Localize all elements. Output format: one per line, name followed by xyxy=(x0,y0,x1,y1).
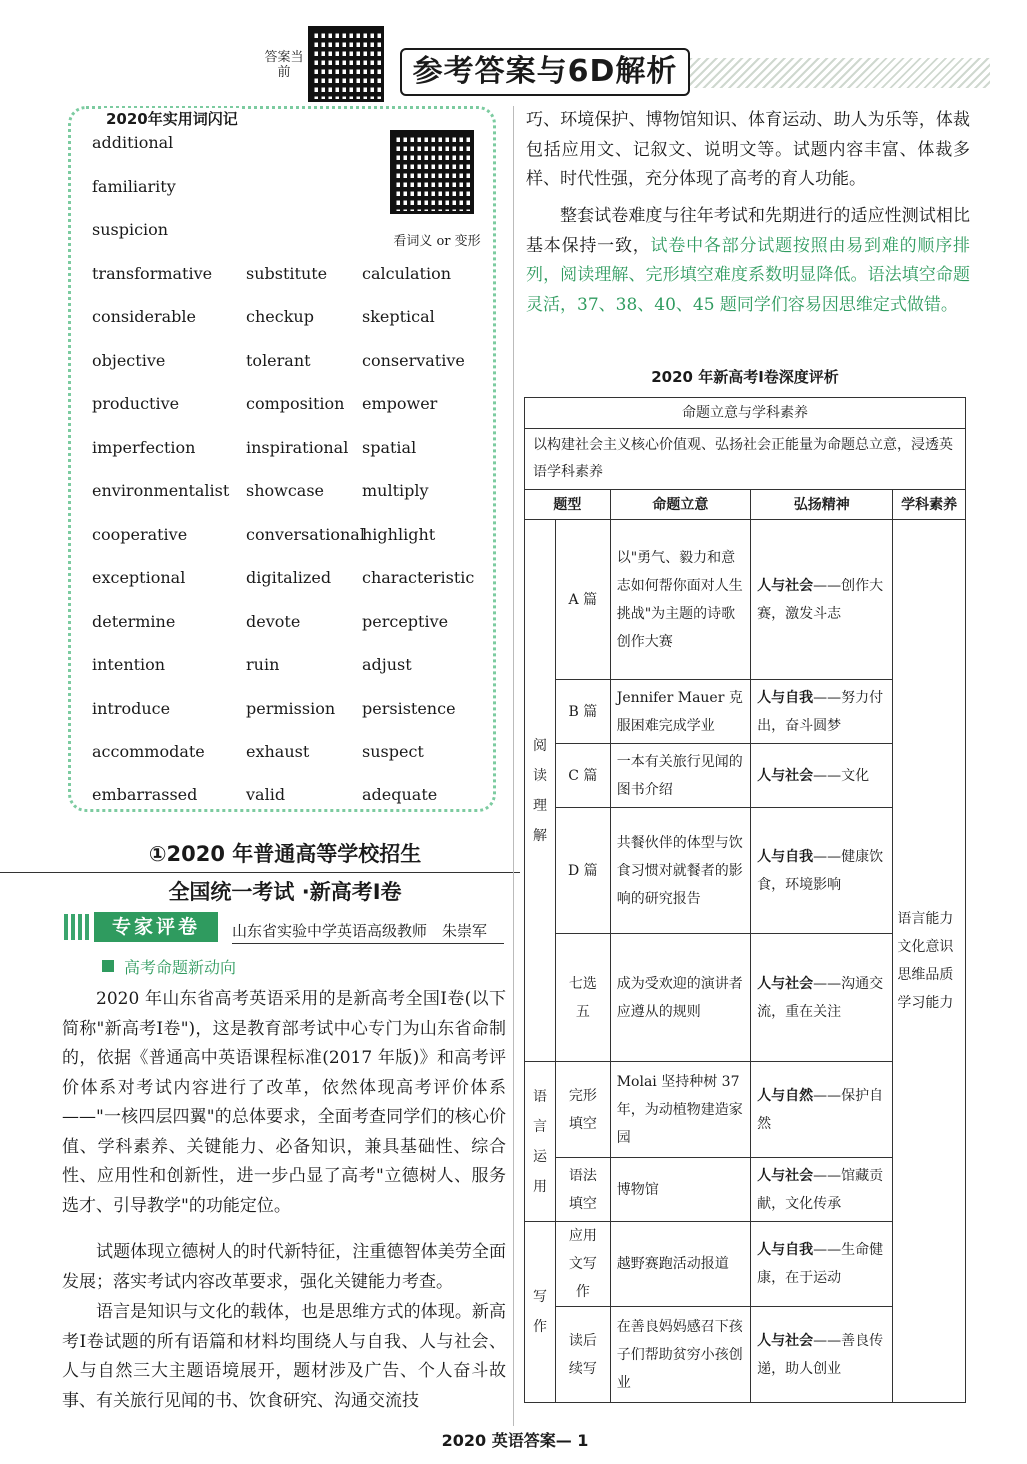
vocab-word: exhaust xyxy=(246,742,310,761)
row-intent: Molai 坚持种树 37 年，为动植物建造家园 xyxy=(610,1062,750,1158)
vocab-word: calculation xyxy=(362,264,452,283)
row-type: 读后续写 xyxy=(555,1307,610,1403)
left-paragraph-1: 2020 年山东省高考英语采用的是新高考全国Ⅰ卷(以下简称"新高考Ⅰ卷")，这是教育部考试中心专门为山东省命制的，依据《普通高中英语课程标准(2017 年版)》和高考评价体系对考试内容进行了改革，依然体现高考评价体系——"一核四层四翼"的总体要求，全面考查同学们的核心价值、学科素养、关键能力、必备知识，兼具基础性、综合性、应用性和创新性，进一步凸显了高考"立德树人、服务选才、引导教学"的功能定位。 xyxy=(62,989,506,1216)
row-intent: 在善良妈妈感召下孩子们帮助贫穷小孩创业 xyxy=(610,1307,750,1403)
expert-review-label: 专家评卷 xyxy=(94,912,218,942)
table-header-literacy: 学科素养 xyxy=(893,490,966,520)
vocab-word: perceptive xyxy=(362,612,449,631)
row-spirit xyxy=(751,1222,893,1307)
table-row xyxy=(525,429,966,490)
vocab-word: adjust xyxy=(362,655,412,674)
vocab-word: permission xyxy=(246,699,336,718)
table-header-spirit: 弘扬精神 xyxy=(751,490,893,520)
row-intent: 以"勇气、毅力和意志如何帮你面对人生挑战"为主题的诗歌创作大赛 xyxy=(610,520,750,680)
row-spirit-detail: ——文化 xyxy=(813,767,870,784)
literacy-item: 文化意识 xyxy=(897,939,954,955)
vocab-title: 2020年实用词闪记 xyxy=(102,108,242,129)
row-spirit xyxy=(751,808,893,934)
row-spirit-detail: ——善良传递，助人创业 xyxy=(757,1332,884,1377)
row-spirit-theme: 人与社会 xyxy=(757,1167,814,1184)
section-title-line2: 全国统一考试 ·新高考Ⅰ卷 xyxy=(168,880,402,904)
divider xyxy=(0,872,520,873)
vocab-word: multiply xyxy=(362,481,429,500)
row-intent: 博物馆 xyxy=(610,1158,750,1222)
literacy-item: 思维品质 xyxy=(897,967,954,983)
row-spirit-detail: ——沟通交流，重在关注 xyxy=(757,975,884,1020)
right-paragraph-2-highlight: 试卷中各部分试题按照由易到难的顺序排列，阅读理解、完形填空难度系数明显降低。语法填空命题灵活，37、38、40、45 题同学们容易因思维定式做错。 xyxy=(526,235,971,315)
literacy-cell xyxy=(893,520,966,1403)
vocab-word: inspirational xyxy=(246,438,349,457)
right-paragraph-1: 巧、环境保护、博物馆知识、体育运动、助人为乐等，体裁包括应用文、记叙文、说明文等。试题内容丰富、体裁多样、时代性强，充分体现了高考的育人功能。 xyxy=(526,110,970,189)
table-top-text: 以构建社会主义核心价值观、弘扬社会正能量为命题总立意，浸透英语学科素养 xyxy=(525,429,966,490)
vocab-word: transformative xyxy=(92,264,213,283)
vocab-word: productive xyxy=(92,394,180,413)
row-spirit xyxy=(751,1158,893,1222)
table-row xyxy=(525,520,966,680)
vocab-word: imperfection xyxy=(92,438,196,457)
row-type: 完形填空 xyxy=(555,1062,610,1158)
column-divider xyxy=(513,106,514,1426)
row-spirit-theme: 人与自然 xyxy=(757,1087,814,1104)
row-spirit-theme: 人与自我 xyxy=(757,848,814,865)
vocab-word: ruin xyxy=(246,655,280,674)
row-spirit-detail: ——健康饮食，环境影响 xyxy=(757,848,884,893)
row-spirit-theme: 人与自我 xyxy=(757,689,814,706)
right-paragraph-2 xyxy=(526,202,970,320)
row-intent: 成为受欢迎的演讲者应遵从的规则 xyxy=(610,934,750,1062)
row-spirit-theme: 人与社会 xyxy=(757,975,814,992)
row-spirit xyxy=(751,744,893,808)
vocab-word: considerable xyxy=(92,307,196,326)
row-spirit-detail: ——馆藏贡献，文化传承 xyxy=(757,1167,884,1212)
row-intent: Jennifer Mauer 克服困难完成学业 xyxy=(610,680,750,744)
vocab-word: valid xyxy=(246,785,286,804)
row-type: A 篇 xyxy=(555,520,610,680)
left-paragraph-2: 试题体现立德树人的时代新特征，注重德智体美劳全面发展；落实考试内容改革要求，强化关键能力考查。 xyxy=(62,1242,506,1292)
vocab-word: composition xyxy=(246,394,345,413)
vocab-word: substitute xyxy=(246,264,328,283)
vocab-word: highlight xyxy=(362,525,436,544)
table-row xyxy=(525,398,966,429)
vocab-word: objective xyxy=(92,351,166,370)
row-type: C 篇 xyxy=(555,744,610,808)
vocab-word: persistence xyxy=(362,699,456,718)
vocab-word: cooperative xyxy=(92,525,188,544)
row-spirit xyxy=(751,680,893,744)
group-reading: 阅读理解 xyxy=(525,520,556,1062)
table-row xyxy=(525,490,966,520)
literacy-item: 学习能力 xyxy=(897,995,954,1011)
vocab-word: exceptional xyxy=(92,568,186,587)
row-spirit-theme: 人与社会 xyxy=(757,577,814,594)
vocab-word: showcase xyxy=(246,481,325,500)
vocab-qr-caption: 看词义 or 变形 xyxy=(393,234,481,249)
row-spirit-detail: ——保护自然 xyxy=(757,1087,884,1132)
left-paragraph-3: 语言是知识与文化的载体，也是思维方式的体现。新高考Ⅰ卷试题的所有语篇和材料均围绕人与自我、人与社会、人与自然三大主题语境展开，题材涉及广告、个人奋斗故事、有关旅行见闻的书、饮食研究、沟通交流技 xyxy=(62,1302,506,1411)
row-type: 七选五 xyxy=(555,934,610,1062)
vocab-word: characteristic xyxy=(362,568,475,587)
vocab-word: additional xyxy=(92,133,174,152)
row-intent: 一本有关旅行见闻的图书介绍 xyxy=(610,744,750,808)
vocab-word: accommodate xyxy=(92,742,205,761)
vocab-word: devote xyxy=(246,612,301,631)
subhead: 高考命题新动向 xyxy=(124,958,237,977)
group-writing: 写作 xyxy=(525,1222,556,1403)
group-language: 语言运用 xyxy=(525,1062,556,1222)
vocab-word: tolerant xyxy=(246,351,311,370)
vocab-word: spatial xyxy=(362,438,417,457)
table-header-type: 题型 xyxy=(525,490,611,520)
banner-stripes xyxy=(64,914,92,940)
subhead-square-icon xyxy=(102,960,114,972)
row-type: B 篇 xyxy=(555,680,610,744)
vocab-word: suspicion xyxy=(92,220,169,239)
vocab-word: environmentalist xyxy=(92,481,230,500)
row-spirit-detail: ——努力付出，奋斗圆梦 xyxy=(757,689,884,734)
vocab-word: determine xyxy=(92,612,176,631)
review-table xyxy=(524,397,966,1403)
vocab-word: conversational xyxy=(246,525,365,544)
vocab-word: empower xyxy=(362,394,438,413)
vocab-word: embarrassed xyxy=(92,785,198,804)
vocab-word: familiarity xyxy=(92,177,176,196)
author-line: 山东省实验中学英语高级教师 朱崇军 xyxy=(232,920,504,944)
table-header-intent: 命题立意 xyxy=(610,490,750,520)
row-type: 语法填空 xyxy=(555,1158,610,1222)
table-title: 2020 年新高考Ⅰ卷深度评析 xyxy=(651,368,839,386)
row-spirit-detail: ——生命健康，在于运动 xyxy=(757,1242,884,1286)
literacy-item: 语言能力 xyxy=(897,911,954,927)
vocab-word: conservative xyxy=(362,351,465,370)
page-title: 参考答案与6D解析 xyxy=(400,48,690,96)
row-spirit-theme: 人与社会 xyxy=(757,767,814,784)
qr-code-icon[interactable] xyxy=(308,26,384,102)
row-intent: 越野赛跑活动报道 xyxy=(610,1222,750,1307)
row-type: D 篇 xyxy=(555,808,610,934)
row-spirit-detail: ——创作大赛，激发斗志 xyxy=(757,577,884,622)
vocab-word: introduce xyxy=(92,699,171,718)
section-title-line1: ①2020 年普通高等学校招生 xyxy=(148,842,422,866)
vocab-word: digitalized xyxy=(246,568,332,587)
vocab-word: checkup xyxy=(246,307,314,326)
vocab-qr-code-icon[interactable] xyxy=(390,130,474,214)
vocab-word: intention xyxy=(92,655,166,674)
header-side-label: 答案当前 xyxy=(264,50,304,80)
row-spirit xyxy=(751,520,893,680)
vocab-word: adequate xyxy=(362,785,438,804)
row-spirit xyxy=(751,1307,893,1403)
expert-review-banner xyxy=(64,912,220,942)
row-type: 应用文写作 xyxy=(555,1222,610,1307)
row-spirit xyxy=(751,1062,893,1158)
header-decoration xyxy=(690,58,990,88)
row-spirit-theme: 人与社会 xyxy=(757,1332,814,1349)
right-paragraph-2-plain: 整套试卷难度与往年考试和先期进行的适应性测试相比基本保持一致， xyxy=(526,206,970,256)
row-intent: 共餐伙伴的体型与饮食习惯对就餐者的影响的研究报告 xyxy=(610,808,750,934)
vocab-word: skeptical xyxy=(362,307,435,326)
vocab-word: suspect xyxy=(362,742,424,761)
row-spirit xyxy=(751,934,893,1062)
row-spirit-theme: 人与自我 xyxy=(757,1242,814,1258)
table-top-header: 命题立意与学科素养 xyxy=(525,398,966,429)
page-footer: 2020 英语答案— 1 xyxy=(441,1431,589,1450)
